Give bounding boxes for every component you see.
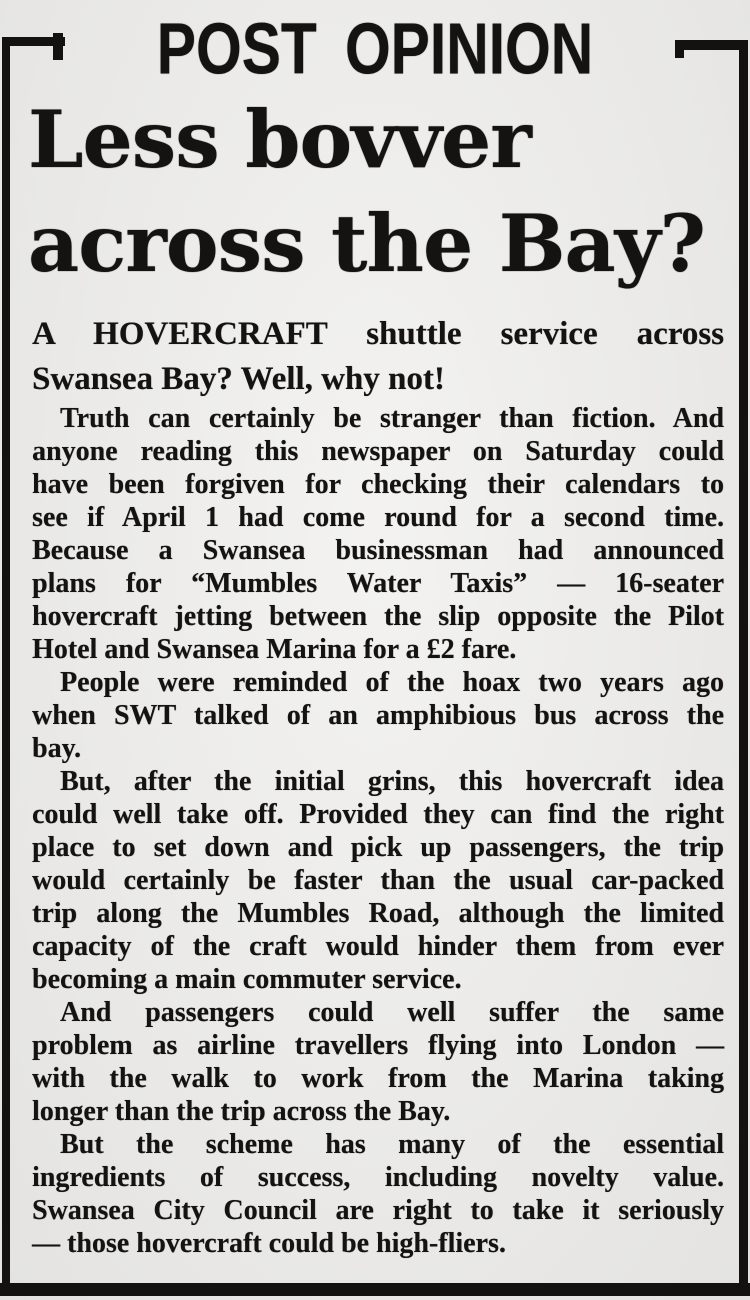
article-line: longer than the trip across the Bay. [32,1096,451,1127]
article-line: when SWT talked of an amphibious bus across the [32,700,724,731]
frame-bottom-rule [0,1283,750,1296]
paragraph [32,402,724,666]
article-line: problem as airline travellers flying into London — [32,1030,724,1061]
section-masthead: POST OPINION [156,8,594,90]
article-body [32,312,724,1260]
paragraph [32,765,724,996]
headline-line-1: Less bovver [28,93,531,186]
headline-line-2: across the Bay? [28,197,705,290]
article-line: Hotel and Swansea Marina for a £2 fare. [32,634,517,665]
article-line: hovercraft jetting between the slip opposite the Pilot [32,601,724,632]
article-line: bay. [32,733,82,764]
frame-right-rule [739,42,748,1295]
article-line: capacity of the craft would hinder them from ever [32,931,724,962]
article-line: becoming a main commuter service. [32,964,462,995]
article-line: But, after the initial grins, this hovercraft idea [60,766,724,797]
article-line: — those hovercraft could be high-fliers. [32,1228,506,1259]
paragraph [32,666,724,765]
article-line: But the scheme has many of the essential [60,1129,724,1160]
article-line: People were reminded of the hoax two years ago [60,667,724,698]
article-line: trip along the Mumbles Road, although the limited [32,898,724,929]
article-line: could well take off. Provided they can find the right [32,799,724,830]
paragraph [32,996,724,1128]
article-line: place to set down and pick up passengers, the trip [32,832,724,863]
lead-paragraph [32,312,724,402]
frame-top-left-bracket [2,37,65,46]
headline [28,88,734,296]
paragraph [32,1128,724,1260]
article-line: plans for “Mumbles Water Taxis” — 16-seater [32,568,724,599]
article-line: would certainly be faster than the usual car-packed [32,865,724,896]
article-line: have been forgiven for checking their calendars to [32,469,724,500]
article-line: Swansea Bay? Well, why not! [32,361,445,397]
article-line: ingredients of success, including novelty value. [32,1162,724,1193]
article-line: with the walk to work from the Marina taking [32,1063,724,1094]
article-line: And passengers could well suffer the same [60,997,724,1028]
article-line: A HOVERCRAFT shuttle service across [32,316,724,352]
frame-left-rule [2,37,10,1295]
article-line: anyone reading this newspaper on Saturday could [32,436,724,467]
article-line: Because a Swansea businessman had announced [32,535,724,566]
article-line: see if April 1 had come round for a second time. [32,502,724,533]
article-line: Truth can certainly be stranger than fiction. And [60,403,724,434]
article-line: Swansea City Council are right to take it seriously [32,1195,724,1226]
